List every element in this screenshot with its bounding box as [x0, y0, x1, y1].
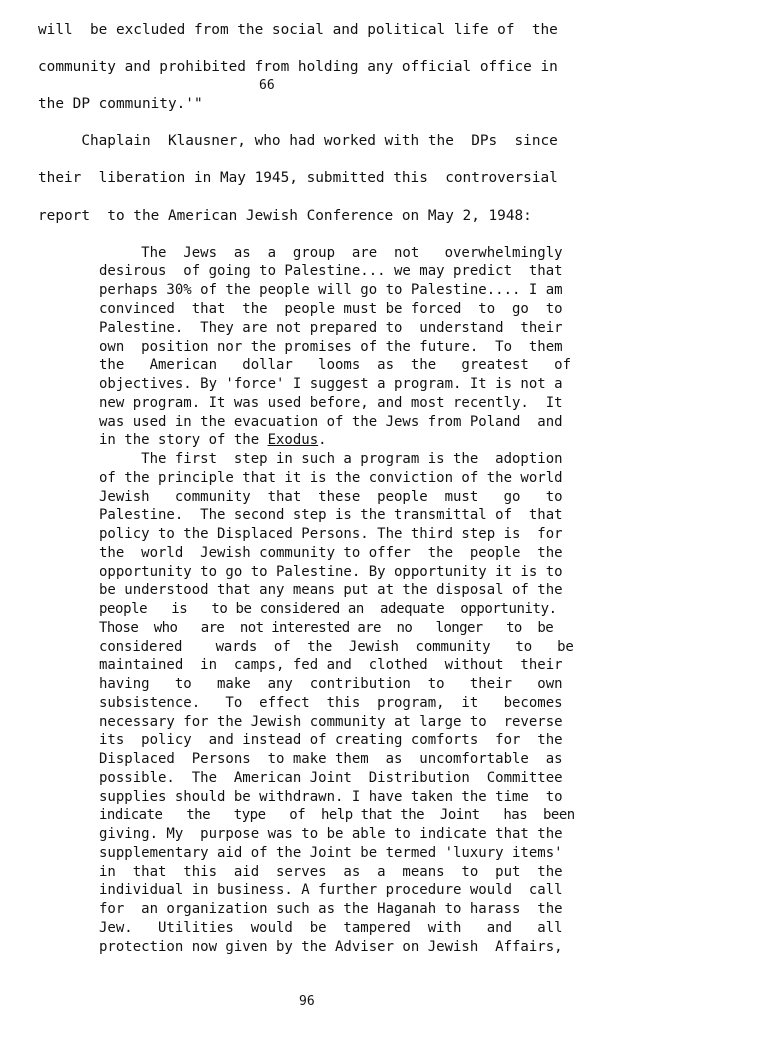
quote-line: considered wards of the Jewish community to be — [99, 639, 574, 655]
quote-line: possible. The American Joint Distribution Committee — [99, 770, 563, 786]
quote-line: having to make any contribution to their own — [99, 676, 563, 692]
quote-line: for an organization such as the Haganah to harass the — [99, 901, 563, 917]
quote-line — [99, 431, 327, 449]
quote-line: supplementary aid of the Joint be termed 'luxury items' — [99, 845, 563, 861]
quote-line: of the principle that it is the conviction of the world — [99, 470, 563, 486]
quote-line: subsistence. To effect this program, it becomes — [99, 695, 563, 711]
quote-line: Palestine. The second step is the transmittal of that — [99, 507, 563, 523]
quote-line: policy to the Displaced Persons. The third step is for — [99, 526, 563, 542]
quote-line: the American dollar looms as the greatest of — [99, 357, 572, 373]
quote-line: own position nor the promises of the future. To them — [99, 339, 563, 355]
quote-line: Jew. Utilities would be tampered with and all — [99, 920, 563, 936]
quote-line: perhaps 30% of the people will go to Palestine.... I am — [99, 282, 563, 298]
quote-line: desirous of going to Palestine... we may predict that — [99, 263, 563, 279]
quote-line: opportunity to go to Palestine. By opportunity it is to — [99, 564, 563, 580]
quote-line: objectives. By 'force' I suggest a program. It is not a — [99, 376, 563, 392]
quote-line: the world Jewish community to offer the people the — [99, 545, 563, 561]
quote-line: was used in the evacuation of the Jews from Poland and — [99, 414, 563, 430]
text-line: community and prohibited from holding any official office in — [38, 59, 558, 75]
quote-line: necessary for the Jewish community at large to reverse — [99, 714, 563, 730]
text-line: their liberation in May 1945, submitted this controversial — [38, 170, 558, 186]
exodus-reference: Exodus — [267, 432, 319, 448]
quote-line: be understood that any means put at the disposal of the — [99, 582, 563, 598]
quote-line: protection now given by the Adviser on Jewish Affairs, — [99, 939, 563, 955]
quote-line: Jewish community that these people must go to — [99, 489, 563, 505]
quote-punctuation: . — [318, 432, 327, 448]
text-line: Chaplain Klausner, who had worked with the DPs since — [38, 133, 558, 149]
quote-line: Those who are not interested are no longer to be — [99, 620, 554, 636]
quote-line: convinced that the people must be forced to go to — [99, 301, 563, 317]
quote-line: indicate the type of help that the Joint has been — [99, 807, 575, 823]
quote-line: people is to be considered an adequate opportunity. — [99, 601, 557, 617]
quote-line: Palestine. They are not prepared to understand their — [99, 320, 563, 336]
footnote-marker: 66 — [259, 78, 275, 93]
quote-line: in that this aid serves as a means to put the — [99, 864, 563, 880]
quote-line: The Jews as a group are not overwhelmingly — [99, 245, 563, 261]
page-number: 96 — [299, 994, 315, 1009]
quote-line: supplies should be withdrawn. I have taken the time to — [99, 789, 563, 805]
quote-text: in the story of the — [99, 432, 268, 448]
quote-line: The first step in such a program is the adoption — [99, 451, 563, 467]
quote-line: maintained in camps, fed and clothed without their — [99, 657, 563, 673]
quote-line: Displaced Persons to make them as uncomfortable as — [99, 751, 563, 767]
quote-line: its policy and instead of creating comforts for the — [99, 732, 563, 748]
text-line: the DP community.'" — [38, 96, 203, 112]
text-line: will be excluded from the social and political life of the — [38, 22, 558, 38]
quote-line: individual in business. A further procedure would call — [99, 882, 563, 898]
text-line: report to the American Jewish Conference on May 2, 1948: — [38, 208, 532, 224]
quote-line: new program. It was used before, and most recently. It — [99, 395, 563, 411]
quote-line: giving. My purpose was to be able to indicate that the — [99, 826, 563, 842]
